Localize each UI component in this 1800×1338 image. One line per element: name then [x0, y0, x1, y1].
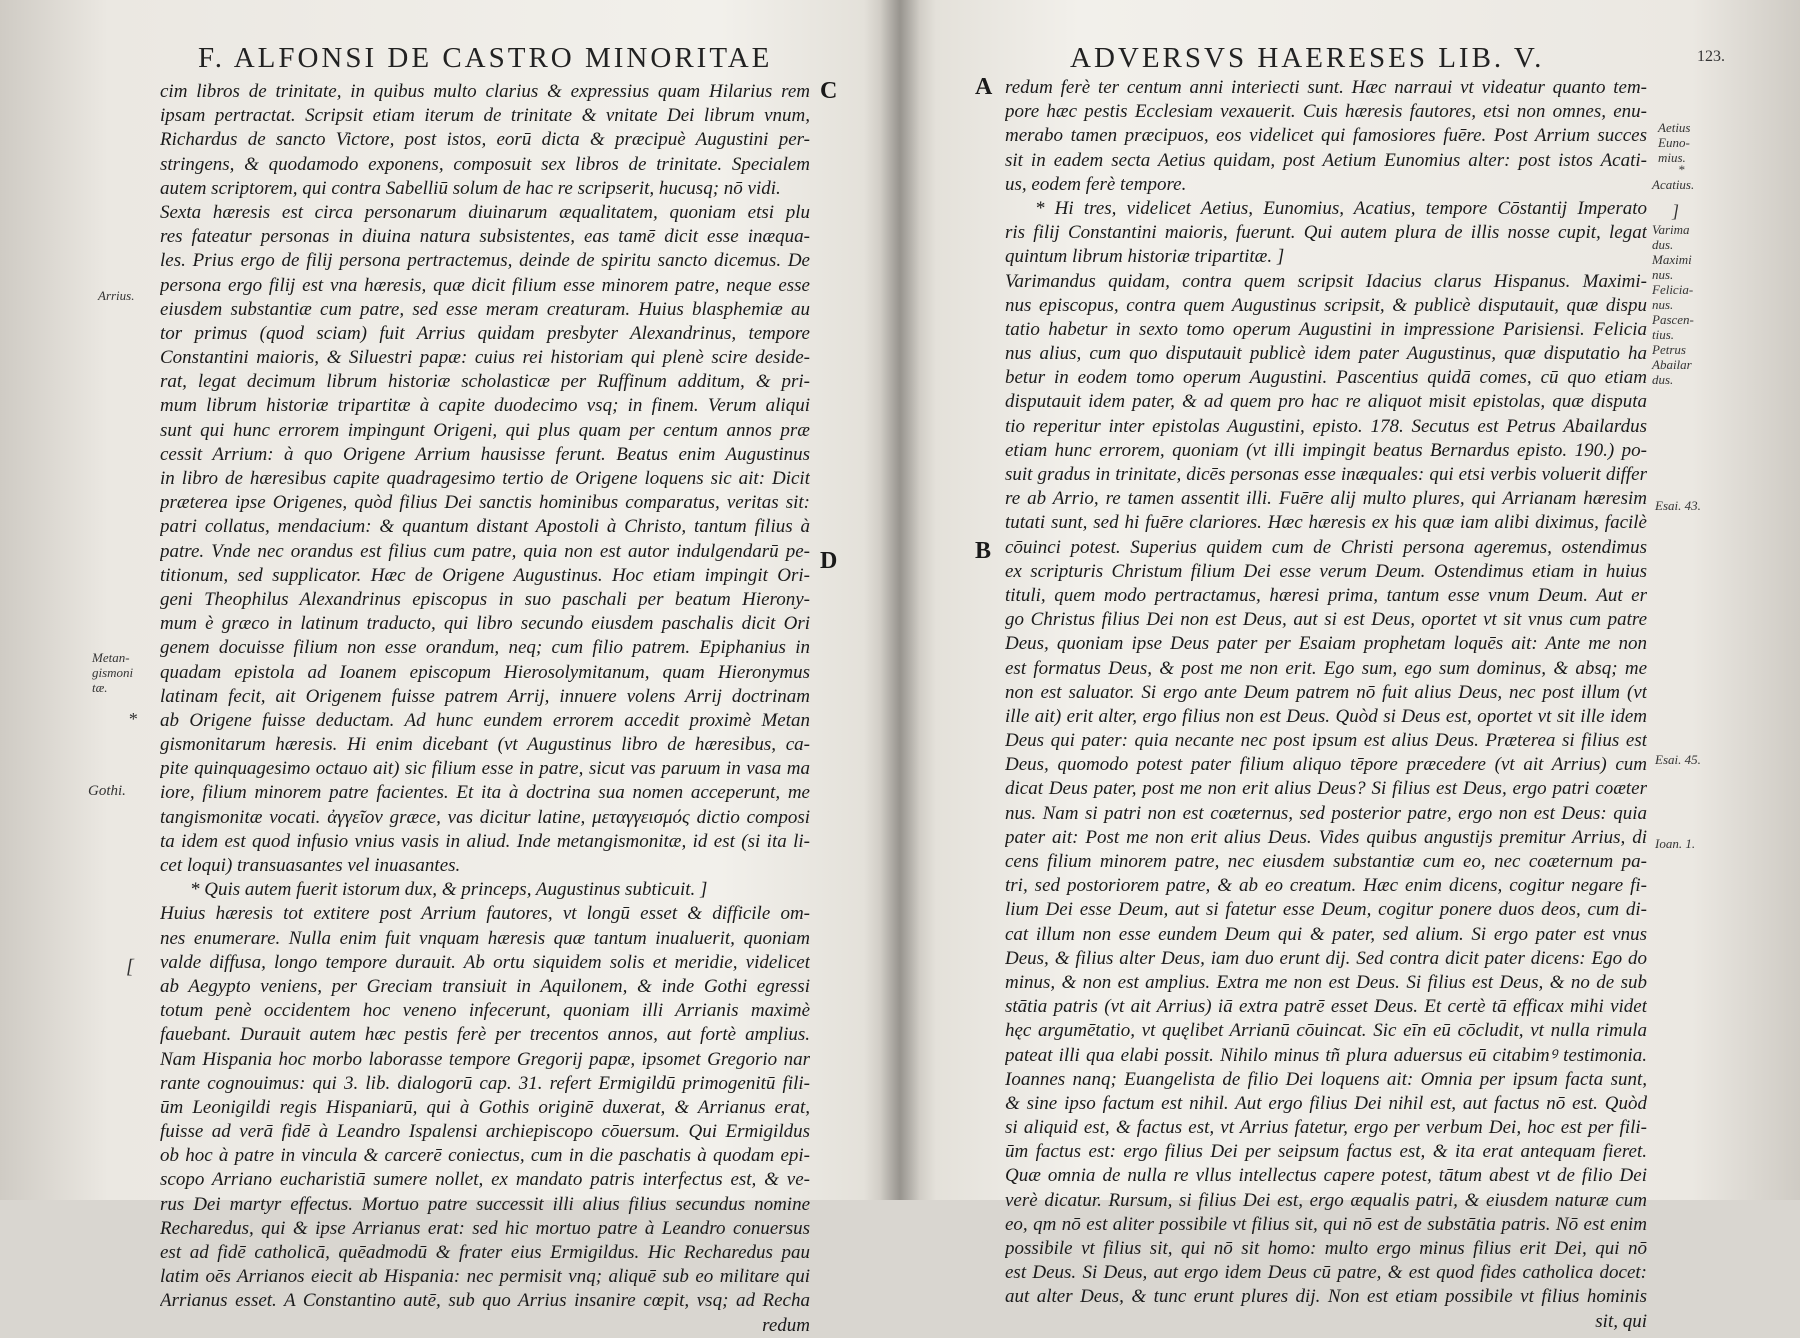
text-line: tor primus (quod sciam) fuit Arrius quidam presbyter Alexandrinus, tempore	[160, 322, 810, 344]
text-line: nus. Nam si patri non est coæternus, sed posterior patre, ergo non est Deus: quia	[1005, 802, 1647, 824]
sidenote-line: nus.	[1652, 267, 1674, 282]
text-line: * Quis autem fuerit istorum dux, & princeps, Augustinus subticuit. ]	[190, 879, 708, 901]
text-line: hęc argumētatio, vt quęlibet Arrianū cōuincat. Sic eīn eū cōcludit, vt nulla rimula	[1005, 1020, 1647, 1042]
sidenote-esai-45: Esai. 45.	[1655, 752, 1701, 767]
sidenote-ioan-1: Ioan. 1.	[1655, 836, 1696, 851]
text-line: tituli, quem modo pertractamus, hæresi prima, tantum esse vnum Deum. Aut er	[1005, 584, 1647, 606]
text-line: mum librum historiæ tripartitæ à capite duodecimo vsq; in finem. Verum aliqui	[160, 395, 810, 417]
text-line: ab Aegypto veniens, per Greciam transiuit in Aquilonem, & inde Gothi egressi	[160, 975, 810, 997]
text-line: cessit Arrium: à quo Origene Arrium hausisse ferunt. Beatus enim Augustinus	[160, 443, 810, 465]
text-line: Ioannes nanq; Euangelista de filio Dei loquens ait: Omnia per ipsum facta sunt,	[1005, 1068, 1647, 1090]
text-line: ris filij Constantini maioris, fuerunt. Qui autem plura de illis nosse cupit, legat	[1005, 222, 1647, 244]
text-line: betur in eodem tomo operum Augustini. Pascentius quidā comes, cū quo etiam	[1005, 367, 1647, 389]
text-line: nes enumerare. Nulla enim fuit vnquam hæresis quæ tantum inualuerit, quoniam	[160, 927, 810, 949]
text-line: tatio habetur in sexto tomo operum Augustini in impressione Parisiensi. Felicia	[1005, 318, 1647, 340]
text-line: Constantini maioris, & Siluestri papæ: cuius rei historiam qui plenè scire deside-	[160, 347, 810, 369]
text-line: * Hi tres, videlicet Aetius, Eunomius, Acatius, tempore Cōstantij Imperato	[1035, 197, 1647, 219]
text-line: ipsam pertractat. Scripsit etiam iterum de trinitate & vnitate Dei librum vnum,	[160, 105, 810, 127]
sidenote-line: Pascen-	[1652, 312, 1694, 327]
sidenote-metangismonitae	[92, 650, 133, 695]
text-line: latinam fecit, ait Origenem fuisse patrem Arrij, innuere volens Arrij doctrinam	[160, 685, 810, 707]
sidenote-gothi: Gothi.	[88, 783, 126, 799]
text-line: ille ait) erit alter, ergo filius non est Deus. Quòd si Deus est, oportet vt sit ille idem	[1005, 705, 1647, 727]
text-line: Sexta hæresis est circa personarum diuinarum æqualitatem, quoniam etsi plu	[160, 201, 810, 223]
text-line: geni Theophilus Alexandrinus episcopus in suo paschali per beatum Hierony-	[160, 588, 810, 610]
text-line: Huius hæresis tot extitere post Arrium fautores, vt longū esset & difficile om-	[160, 903, 810, 925]
text-line: valde diffusa, longo tempore durauit. Ab ortu siquidem solis et meridie, videlicet	[160, 951, 810, 973]
text-line: mum è græco in latinum traducto, qui libro secundo eiusdem paschalis dicit Ori	[160, 613, 810, 635]
text-line: sit, qui	[1595, 1310, 1647, 1332]
text-line: ab Origene fuisse deductam. Ad hunc eundem errorem accedit proximè Metan	[160, 709, 810, 731]
text-line: redum ferè ter centum anni interiecti sunt. Hæc narraui vt videatur quanto tem-	[1005, 77, 1647, 98]
text-line: patri collatus, mendacium: & quantum distant Apostoli à Christo, tantum filius à	[160, 516, 810, 538]
sidenote-line: mius.	[1658, 150, 1686, 165]
text-line: ob hoc à patre in vincula & carcerē coniectus, cum in die paschatis à quodam epi-	[160, 1145, 810, 1167]
sidenote-line: dus.	[1652, 372, 1674, 387]
text-line: patre. Vnde nec orandus est filius cum patre, quia non est autor indulgendarū pe-	[160, 540, 810, 562]
section-letter-d: D	[820, 548, 838, 574]
sidenote-line: *	[1678, 162, 1685, 177]
text-line: minus, & non est amplius. Extra me non est Deus. Si filius est Deus, & no de sub	[1005, 971, 1647, 993]
sidenote-aetius	[1658, 120, 1691, 165]
sidenote-acatius	[1652, 162, 1694, 192]
text-line: Richardus de sancto Victore, post istos, eorū dicta & præcipuè Augustini per-	[160, 129, 810, 151]
text-line: tio reperitur inter epistolas Augustini, episto. 178. Secutus est Petrus Abailardus	[1005, 415, 1647, 437]
text-line: si aliquid est, & factus est, vt Arrius fatetur, ergo per verbum Dei, hoc est per fili-	[1005, 1117, 1647, 1139]
text-line: eiusdem substantiæ cum patre, sed esse meram creaturam. Huius blasphemiæ au	[160, 298, 810, 320]
text-line: Deus, quoniam ipse Deus pater per Esaiam prophetam loquēs ait: Ante me non	[1005, 633, 1647, 655]
text-line: pateat illi qua elabi possit. Nihilo minus tñ plura aduersus eū citabimꝰ testimonia.	[1005, 1044, 1647, 1066]
sidenote-bracket-right: ]	[1672, 201, 1680, 221]
sidenote-star: *	[128, 709, 137, 729]
text-line: Nam Hispania hoc morbo laborasse tempore Gregorij papæ, ipsomet Gregorio nar	[160, 1048, 810, 1070]
text-line: stātia patris (vt ait Arrius) iā extra patrē esset Deus. Et certè tā efficax mihi videt	[1005, 996, 1647, 1018]
sidenote-bracket: [	[126, 956, 134, 978]
text-line: cim libros de trinitate, in quibus multo clarius & expressius quam Hilarius rem	[160, 81, 810, 102]
sidenote-line: nus.	[1652, 297, 1674, 312]
text-line: est formatus Deus, & post me non erit. Ego sum, ego sum dominus, & absq; me	[1005, 657, 1647, 679]
text-line: suit gradus in trinitate, dicēs personas esse inæquales: qui etsi verbis voluerit differ	[1005, 464, 1647, 485]
text-line: merabo tamen præcipuos, eos videlicet qui famosiores fuēre. Post Arrium succes	[1005, 125, 1647, 147]
right-running-header: ADVERSVS HAERESES LIB. V.	[1070, 42, 1545, 74]
text-line: rus Dei martyr effectus. Mortuo patre successit illi alius filius secundus nomine	[160, 1193, 810, 1215]
sidenote-line: Varima	[1652, 222, 1690, 237]
text-line: lium Dei esse Deum, aut si fatetur esse Deum, cogitur ponere duos deos, cum di-	[1005, 899, 1647, 921]
sidenote-esai-43: Esai. 43.	[1655, 498, 1701, 513]
sidenote-line: dus.	[1652, 237, 1674, 252]
text-line: quadam epistola ad Ioanem episcopum Hierosolymitanum, quam Hieronymus	[160, 661, 810, 683]
text-line: rante cognouimus: qui 3. lib. dialogorū cap. 31. refert Ermigildū primogenitū fili-	[160, 1072, 810, 1094]
text-line: tangismonitæ vocati. ἀγγεῖον græce, vas dicitur latine, μεταγγεισμός dictio composi	[160, 806, 810, 828]
text-line: res fateatur personas in diuina natura subsistentes, eas tamē dicit esse inæqua-	[160, 226, 810, 248]
text-line: Recharedus, qui & ipse Arrianus erat: sed hic mortuo patre à Leandro conuersus	[160, 1217, 810, 1239]
text-line: re ab Arrio, re tamen assentit illi. Fuēre alij multo plures, qui Arrianam hæresim	[1005, 488, 1647, 510]
text-line: etiam hunc errorem, quoniam (vt illi impingit beatus Bernardus episto. 190.) po-	[1005, 439, 1647, 461]
left-page	[0, 0, 890, 1336]
text-line: præterea ipse Origenes, quòd filius Dei sanctis hominibus comparatus, veritas sit:	[160, 492, 810, 514]
sidenote-line: Euno-	[1658, 135, 1690, 150]
text-line: autem scriptorem, qui contra Sabelliū solum de hac re scripserit, hucusq; nō vidi.	[160, 177, 781, 199]
text-line: gismonitarum hæresis. Hi enim dicebant (vt Augustinus libro de hæresibus, ca-	[160, 734, 810, 756]
text-line: sunt qui hunc errorem impingunt Origeni, qui plus quam per centum annos præ	[160, 419, 810, 441]
right-text-block	[1005, 76, 1647, 1334]
text-line: Quæ omnia de nulla re vllus intellectus capere potest, tātum abest vt de filio Dei	[1005, 1165, 1647, 1187]
left-running-header: F. ALFONSI DE CASTRO MINORITAE	[198, 42, 773, 74]
sidenote-line: Metan-	[92, 650, 130, 665]
sidenote-line: Felicia-	[1652, 282, 1694, 297]
text-line: fauebant. Durauit autem hæc pestis ferè per trecentos annos, aut fortè amplius.	[160, 1024, 810, 1046]
text-line: cet loqui) transuasantes vel inuasantes.	[160, 855, 461, 876]
text-line: verè dicatur. Rursum, si filius Dei est, ergo æqualis patri, & eiusdem naturæ cum	[1005, 1189, 1647, 1211]
text-line: sit in eadem secta Aetius quidam, post Aetium Eunomius alter: post istos Acati-	[1005, 149, 1647, 171]
text-line: persona ergo filij est vna hæresis, quæ dicit filium esse minorem patre, neque esse	[160, 274, 810, 296]
sidenote-arrius: Arrius.	[98, 288, 135, 303]
text-line: in libro de hæresibus capite quadragesimo tertio de Origene loquens sic ait: Dicit	[160, 468, 810, 489]
text-line: us, eodem ferè tempore.	[1005, 173, 1187, 195]
text-line: totum penè occidentem hoc veneno infecerunt, quoniam illi Arrianis maximè	[160, 1000, 810, 1022]
sidenote-line: tæ.	[92, 680, 108, 695]
text-line: scopo Arriano eucharistiā sumere nollet, ex mandato patris interfectus est, & ve-	[160, 1169, 810, 1191]
text-line: Deus, & filius alter Deus, iam duo erunt dij. Sed contra dicit pater dicens: Ego do	[1005, 947, 1647, 969]
text-line: aut alter Deus, & tunc erunt plures dij. Non est etiam possibile vt filius hominis	[1005, 1286, 1647, 1308]
text-line: ūm Leonigildi regis Hispaniarū, qui à Gothis originē duxerat, & Arrianus erat,	[160, 1096, 810, 1118]
sidenote-line: Petrus	[1652, 342, 1686, 357]
text-line: ūm factus est: ergo filius Dei per seipsum factus est, & ita erat antequam fieret.	[1005, 1141, 1647, 1163]
text-line: les. Prius ergo de filij persona pertractemus, deinde de spiritu sancto dicemus. De	[160, 250, 810, 272]
sidenote-line: Acatius.	[1652, 177, 1695, 192]
text-line: tri, sed postoriorem patre, & ab eo creatum. Hæc enim dicens, cogitur negare fi-	[1005, 875, 1647, 897]
section-letter-b: B	[975, 538, 992, 564]
text-line: redum	[762, 1314, 810, 1336]
text-line: cōuinci potest. Superius quidem cum de Christi persona ageremus, ostendimus	[1005, 536, 1647, 558]
sidenote-line: Aetius	[1658, 120, 1691, 135]
text-line: rat, legat decimum librum historiæ scholasticæ per Ruffinum additum, & pri-	[160, 371, 810, 393]
sidenote-heretics	[1652, 222, 1694, 387]
text-line: Varimandus quidam, contra quem scripsit Idacius clarus Hispanus. Maximi-	[1005, 270, 1647, 292]
text-line: pater ait: Post me non erit alius Deus. Vides quibus angustijs premitur Arrius, di	[1005, 826, 1647, 848]
text-line: dicat Deus pater, post me non erit alius Deus? Si filius est Deus, ergo patri coæter	[1005, 778, 1647, 800]
text-line: titionum, sed supplicator. Hæc de Origene Augustinus. Hoc etiam impingit Ori-	[160, 564, 810, 586]
text-line: & sine ipso factum est nihil. Aut ergo filius Dei nihil est, aut factus nō est. Quòd	[1005, 1092, 1647, 1114]
text-line: est Deus. Si Deus, aut ergo idem Deus cū patre, & est quod fides catholica docet:	[1005, 1262, 1647, 1284]
left-text-block	[160, 80, 810, 1338]
text-line: iore, filium minorem patre facientes. Et ita à doctrina sua nomen acceperunt, me	[160, 782, 810, 804]
text-line: pite quinquagesimo octauo ait) sic filium esse in patre, sicut vas paruum in vasa ma	[160, 758, 810, 780]
text-line: genem docuisse filium non esse orandum, neq; cum filio patrem. Epiphanius in	[160, 637, 810, 659]
text-line: eo, qm nō est aliter possibile vt filius sit, qui nō est de substātia patris. Nō est enim	[1005, 1213, 1647, 1235]
text-line: tutati sunt, sed hi fuēre clariores. Hæc hæresis ex his quæ iam alibi diximus, facilè	[1005, 512, 1647, 534]
text-line: Arrianus esset. A Constantino autē, sub quo Arrius insanire cœpit, vsq; ad Recha	[160, 1290, 810, 1312]
text-line: disputauit idem pater, & ad quem pro hac re aliquot misit epistolas, quæ disputa	[1005, 391, 1647, 413]
text-line: quintum librum historiæ tripartitæ. ]	[1005, 246, 1285, 268]
section-letter-a: A	[975, 74, 993, 100]
text-line: ta idem est quod infusio vnius vasis in aliud. Inde metangismonitæ, id est (si ita li-	[160, 830, 810, 852]
text-line: possibile vt filius sit, qui nō sit homo: multo ergo minus filius erit Dei, qui nō	[1005, 1238, 1647, 1259]
text-line: latim oēs Arrianos eiecit ab Hispania: nec permisit vnq; aliquē sub eo militare qui	[160, 1266, 810, 1288]
text-line: cat illum non esse eundem Deum qui & pater, sed alium. Si ergo pater est vnus	[1005, 923, 1647, 945]
section-letter-c: C	[820, 78, 838, 104]
sidenote-line: Abailar	[1652, 357, 1692, 372]
text-line: nus episcopus, contra quem Augustinus scripsit, & publicè disputauit, quæ dispu	[1005, 294, 1647, 316]
text-line: pore hæc pestis Ecclesiam vexauerit. Cuis hæresis fautores, etsi non omnes, enu-	[1005, 101, 1647, 123]
sidenote-line: tius.	[1652, 327, 1675, 342]
text-line: nus alius, cum quo disputauit publicè idem pater Augustinus, quæ disputatio ha	[1005, 343, 1647, 365]
sidenote-line: Maximi	[1652, 252, 1692, 267]
text-line: fuisse ad verā fidē à Leandro Ispalensi archiepiscopo cōuersum. Qui Ermigildus	[160, 1121, 810, 1143]
text-line: stringens, & quodamodo exponens, composuit sex libros de trinitate. Specialem	[160, 153, 810, 175]
text-line: est ad fidē catholicā, quēadmodū & frater eius Ermigildus. Hic Recharedus pau	[160, 1242, 810, 1263]
text-line: Deus, quomodo potest pater filium aliquo tēpore præcedere (vt ait Arrius) cum	[1005, 754, 1647, 776]
text-line: Deus qui pater: quia necante nec post ipsum est alius Deus. Præterea si filius est	[1005, 730, 1647, 752]
text-line: ex scripturis Christum filium Dei esse verum Deum. Ostendimus etiam in huius	[1005, 560, 1647, 582]
text-line: cens filium minorem patre, nec eiusdem substantiæ cum eo, nec coæternum pa-	[1005, 851, 1647, 872]
sidenote-line: gismoni	[92, 665, 134, 680]
text-line: go Christus filius Dei non est Deus, aut si est Deus, oportet vt sit vnus cum patre	[1005, 609, 1647, 631]
right-page	[900, 0, 1800, 1332]
folio-number: 123.	[1697, 48, 1725, 65]
text-line: non est saluator. Si ergo ante Deum patrem nō fuit alius Deus, nec post illum (vt	[1005, 681, 1647, 703]
